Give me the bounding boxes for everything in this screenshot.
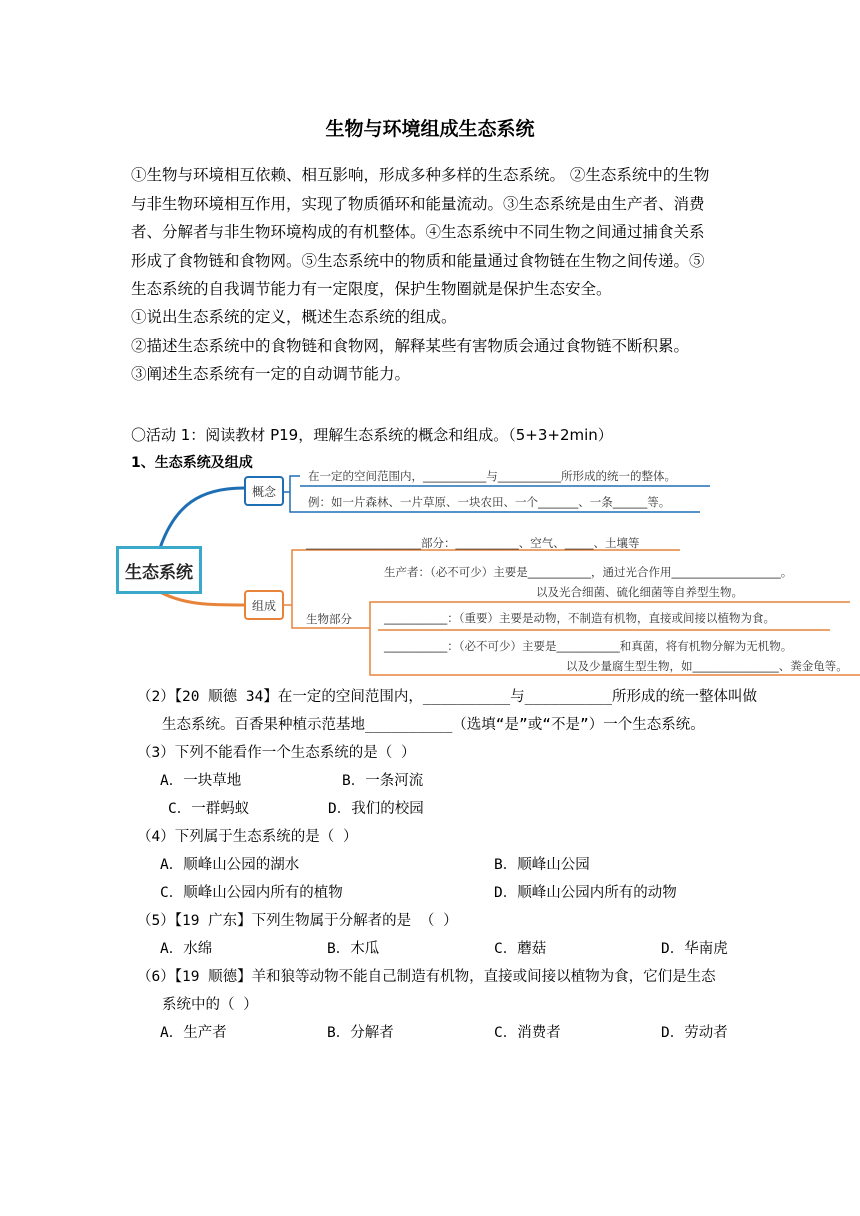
option-c: C．蘑菇 <box>494 941 547 957</box>
option-b: B．分解者 <box>327 1025 394 1041</box>
option-c: C．消费者 <box>494 1025 561 1041</box>
producer-extra: 以及光合细菌、硫化细菌等自养型生物。 <box>536 585 743 599</box>
producer-line: 生产者：（必不可少）主要是___________，通过光合作用___________________。 <box>384 565 793 579</box>
question-4: （4）下列属于生态系统的是（ ） <box>137 829 358 845</box>
section-heading: 1、生态系统及组成 <box>131 455 253 471</box>
question-5: （5）【19 广东】下列生物属于分解者的是 （ ） <box>137 913 458 929</box>
question-2-cont: 生态系统。百香果种植示范基地__________（选填“是”或“不是”）一个生态系统。 <box>162 717 705 733</box>
question-6: （6）【19 顺德】羊和狼等动物不能自己制造有机物，直接或间接以植物为食，它们是生态 <box>137 969 716 985</box>
decomposer-line: ___________：（必不可少）主要是___________和真菌，将有机物分解为无机物。 <box>384 639 793 653</box>
concept-node: 概念 <box>244 476 284 506</box>
option-d: D．顺峰山公园内所有的动物 <box>494 885 677 901</box>
activity-heading: 〇活动 1：阅读教材 P19，理解生态系统的概念和组成。（5+3+2min） <box>131 426 613 444</box>
biotic-part-label: 生物部分 <box>306 612 352 626</box>
option-a: A．水绵 <box>160 941 213 957</box>
mindmap-root: 生态系统 <box>116 546 202 594</box>
concept-definition: 在一定的空间范围内，___________与___________所形成的统一的整体。 <box>308 469 676 483</box>
option-a: A．一块草地 <box>160 773 242 789</box>
intro-line: 形成了食物链和食物网。⑤生态系统中的物质和能量通过食物链在生物之间传递。⑤ <box>131 252 705 270</box>
intro-line: ①生物与环境相互依赖、相互影响，形成多种多样的生态系统。 ②生态系统中的生物 <box>131 166 710 184</box>
intro-line: 生态系统的自我调节能力有一定限度，保护生物圈就是保护生态安全。 <box>131 280 612 298</box>
option-a: A．生产者 <box>160 1025 227 1041</box>
question-2: （2）【20 顺德 34】在一定的空间范围内，__________与__________所形成的统一整体叫做 <box>137 689 757 705</box>
option-d: D．劳动者 <box>661 1025 728 1041</box>
option-b: B．顺峰山公园 <box>494 857 590 873</box>
option-c: C．顺峰山公园内所有的植物 <box>160 885 343 901</box>
consumer-line: ___________：（重要）主要是动物，不制造有机物，直接或间接以植物为食。 <box>384 611 775 625</box>
option-c: C．一群蚂蚁 <box>168 801 250 817</box>
composition-node: 组成 <box>244 590 284 620</box>
nonbiotic-part: ____________________部分：___________、空气、_____、土壤等 <box>306 536 640 550</box>
objective-item: ②描述生态系统中的食物链和食物网，解释某些有害物质会通过食物链不断积累。 <box>131 337 690 355</box>
concept-example: 例：如一片森林、一片草原、一块农田、一个_______、一条______等。 <box>308 495 671 509</box>
decomposer-extra: 以及少量腐生型生物，如_______________、粪金龟等。 <box>566 659 848 673</box>
question-6-cont: 系统中的（ ） <box>162 997 258 1013</box>
objective-item: ①说出生态系统的定义，概述生态系统的组成。 <box>131 308 457 326</box>
question-3: （3）下列不能看作一个生态系统的是（ ） <box>137 745 416 761</box>
intro-line: 与非生物环境相互作用，实现了物质循环和能量流动。③生态系统是由生产者、消费 <box>131 195 705 213</box>
page-title: 生物与环境组成生态系统 <box>325 118 535 140</box>
option-a: A．顺峰山公园的湖水 <box>160 857 300 873</box>
option-b: B．一条河流 <box>342 773 424 789</box>
option-d: D．我们的校园 <box>328 801 424 817</box>
option-b: B．木瓜 <box>327 941 380 957</box>
option-d: D．华南虎 <box>661 941 728 957</box>
intro-line: 者、分解者与非生物环境构成的有机整体。④生态系统中不同生物之间通过捕食关系 <box>131 223 705 241</box>
objective-item: ③阐述生态系统有一定的自动调节能力。 <box>131 365 411 383</box>
